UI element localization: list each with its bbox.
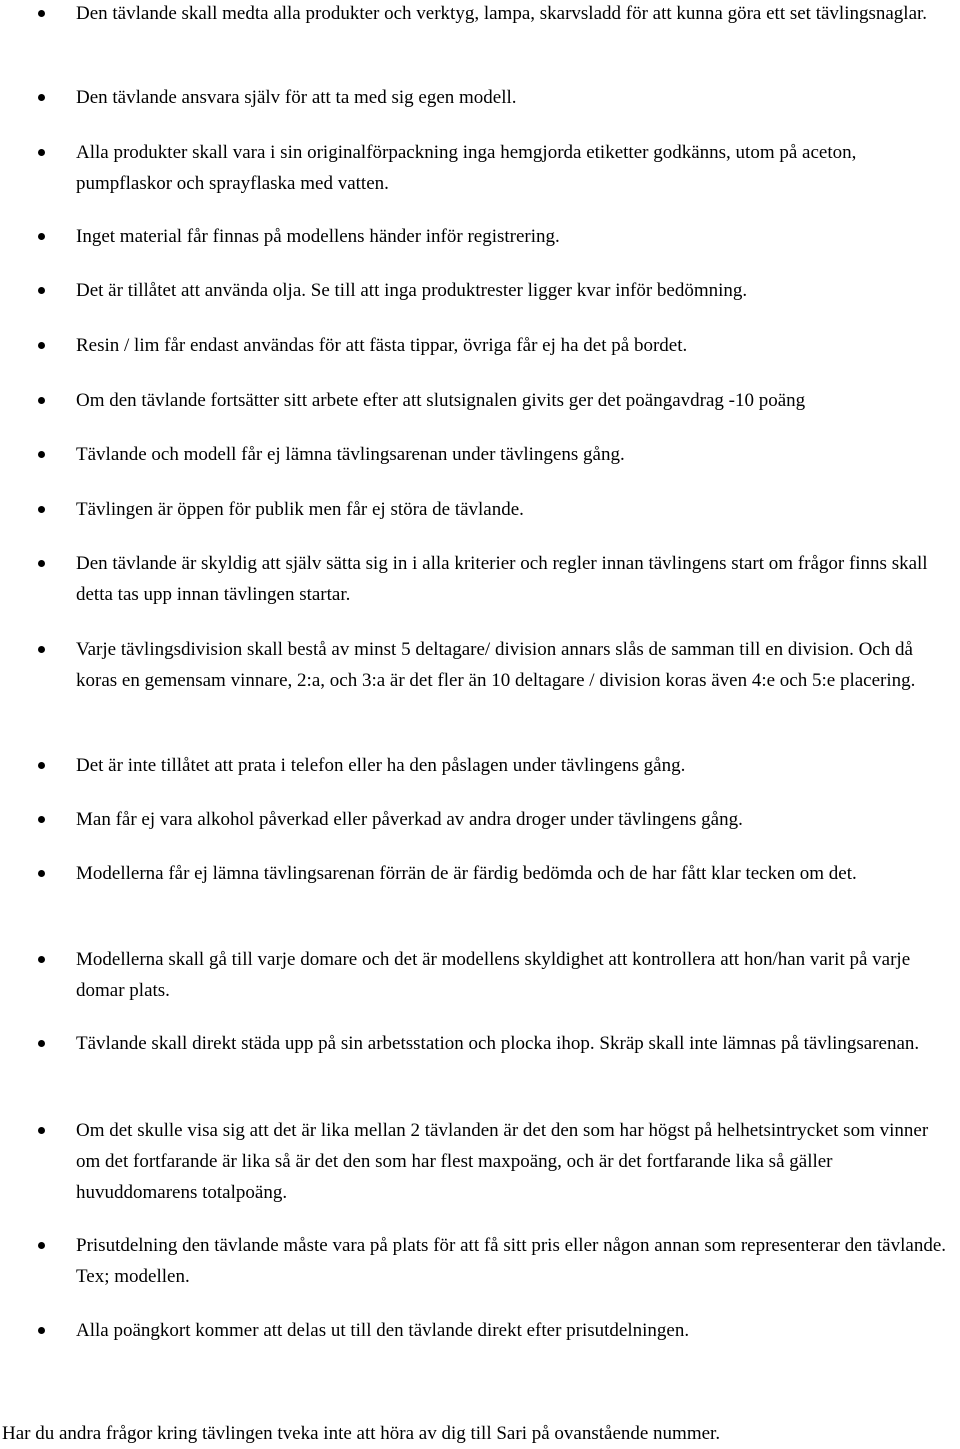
rule-item	[76, 137, 956, 199]
rule-item	[76, 221, 956, 252]
bullet-icon	[38, 1242, 45, 1249]
rule-text: Modellerna skall gå till varje domare och det är modellens skyldighet att kontrollera att hon/han varit på varje domar plats.	[76, 949, 911, 1001]
bullet-icon	[38, 506, 45, 513]
rule-item	[76, 1315, 956, 1346]
rule-text: Varje tävlingsdivision skall bestå av minst 5 deltagare/ division annars slås de samman till en division. Och då koras en gemensam vinnare, 2:a, och 3:a är det fler än 10 deltagare / division koras även 4:e och 5:e placering.	[76, 639, 916, 691]
rule-item	[76, 944, 956, 1006]
bullet-icon	[38, 762, 45, 769]
rule-text: Om den tävlande fortsätter sitt arbete efter att slutsignalen givits ger det poängavdrag -10 poäng	[76, 390, 806, 411]
rule-text: Tävlingen är öppen för publik men får ej störa de tävlande.	[76, 499, 524, 520]
bullet-icon	[38, 233, 45, 240]
bullet-icon	[38, 956, 45, 963]
bullet-icon	[38, 10, 45, 17]
bullet-icon	[38, 1040, 45, 1047]
rule-item	[76, 858, 956, 889]
rule-text: Tävlande skall direkt städa upp på sin arbetsstation och plocka ihop. Skräp skall inte lämnas på tävlingsarenan.	[76, 1033, 920, 1054]
rule-item	[76, 439, 956, 470]
rule-item	[76, 1028, 956, 1059]
rule-text: Alla poängkort kommer att delas ut till den tävlande direkt efter prisutdelningen.	[76, 1320, 690, 1341]
rule-item	[76, 82, 956, 113]
rule-item	[76, 548, 956, 610]
rule-text: Den tävlande skall medta alla produkter och verktyg, lampa, skarvsladd för att kunna göra ett set tävlingsnaglar.	[76, 3, 928, 24]
rule-text: Prisutdelning den tävlande måste vara på plats för att få sitt pris eller någon annan som representerar den tävlande. Tex; modellen.	[76, 1235, 947, 1287]
rule-text: Den tävlande är skyldig att själv sätta sig in i alla kriterier och regler innan tävlingens start om frågor finns skall detta tas upp innan tävlingen startar.	[76, 553, 928, 605]
rule-text: Det är tillåtet att använda olja. Se till att inga produktrester ligger kvar inför bedömning.	[76, 280, 748, 301]
rule-text: Resin / lim får endast användas för att fästa tippar, övriga får ej ha det på bordet.	[76, 335, 688, 356]
bullet-icon	[38, 646, 45, 653]
rule-text: Den tävlande ansvara själv för att ta med sig egen modell.	[76, 87, 517, 108]
bullet-icon	[38, 816, 45, 823]
rule-text: Det är inte tillåtet att prata i telefon eller ha den påslagen under tävlingens gång.	[76, 755, 686, 776]
rule-text: Alla produkter skall vara i sin originalförpackning inga hemgjorda etiketter godkänns, utom på aceton, pumpflaskor och sprayflaska med vatten.	[76, 142, 857, 194]
bullet-icon	[38, 94, 45, 101]
rule-text: Inget material får finnas på modellens händer inför registrering.	[76, 226, 560, 247]
bullet-icon	[38, 397, 45, 404]
rule-item	[76, 750, 956, 781]
bullet-icon	[38, 287, 45, 294]
rule-text: Om det skulle visa sig att det är lika mellan 2 tävlanden är det den som har högst på helhetsintrycket som vinner om det fortfarande är lika så är det den som har flest maxpoäng, och är det fortfarande lika så gäller huvuddomarens totalpoäng.	[76, 1120, 929, 1203]
closing-note: Har du andra frågor kring tävlingen tveka inte att höra av dig till Sari på ovanstående nummer.	[2, 1423, 721, 1444]
rule-text: Man får ej vara alkohol påverkad eller påverkad av andra droger under tävlingens gång.	[76, 809, 743, 830]
rule-item	[76, 494, 956, 525]
bullet-icon	[38, 342, 45, 349]
rule-item	[76, 330, 956, 361]
bullet-icon	[38, 149, 45, 156]
rule-item	[76, 634, 956, 696]
rule-item	[76, 275, 956, 306]
rule-text: Tävlande och modell får ej lämna tävlingsarenan under tävlingens gång.	[76, 444, 625, 465]
bullet-icon	[38, 870, 45, 877]
rule-item	[76, 0, 956, 29]
rule-text: Modellerna får ej lämna tävlingsarenan förrän de är färdig bedömda och de har fått klar tecken om det.	[76, 863, 857, 884]
rule-item	[76, 1230, 956, 1292]
bullet-icon	[38, 1127, 45, 1134]
bullet-icon	[38, 451, 45, 458]
rule-item	[76, 804, 956, 835]
bullet-icon	[38, 560, 45, 567]
bullet-icon	[38, 1327, 45, 1334]
rule-item	[76, 385, 956, 416]
rule-item	[76, 1115, 956, 1208]
